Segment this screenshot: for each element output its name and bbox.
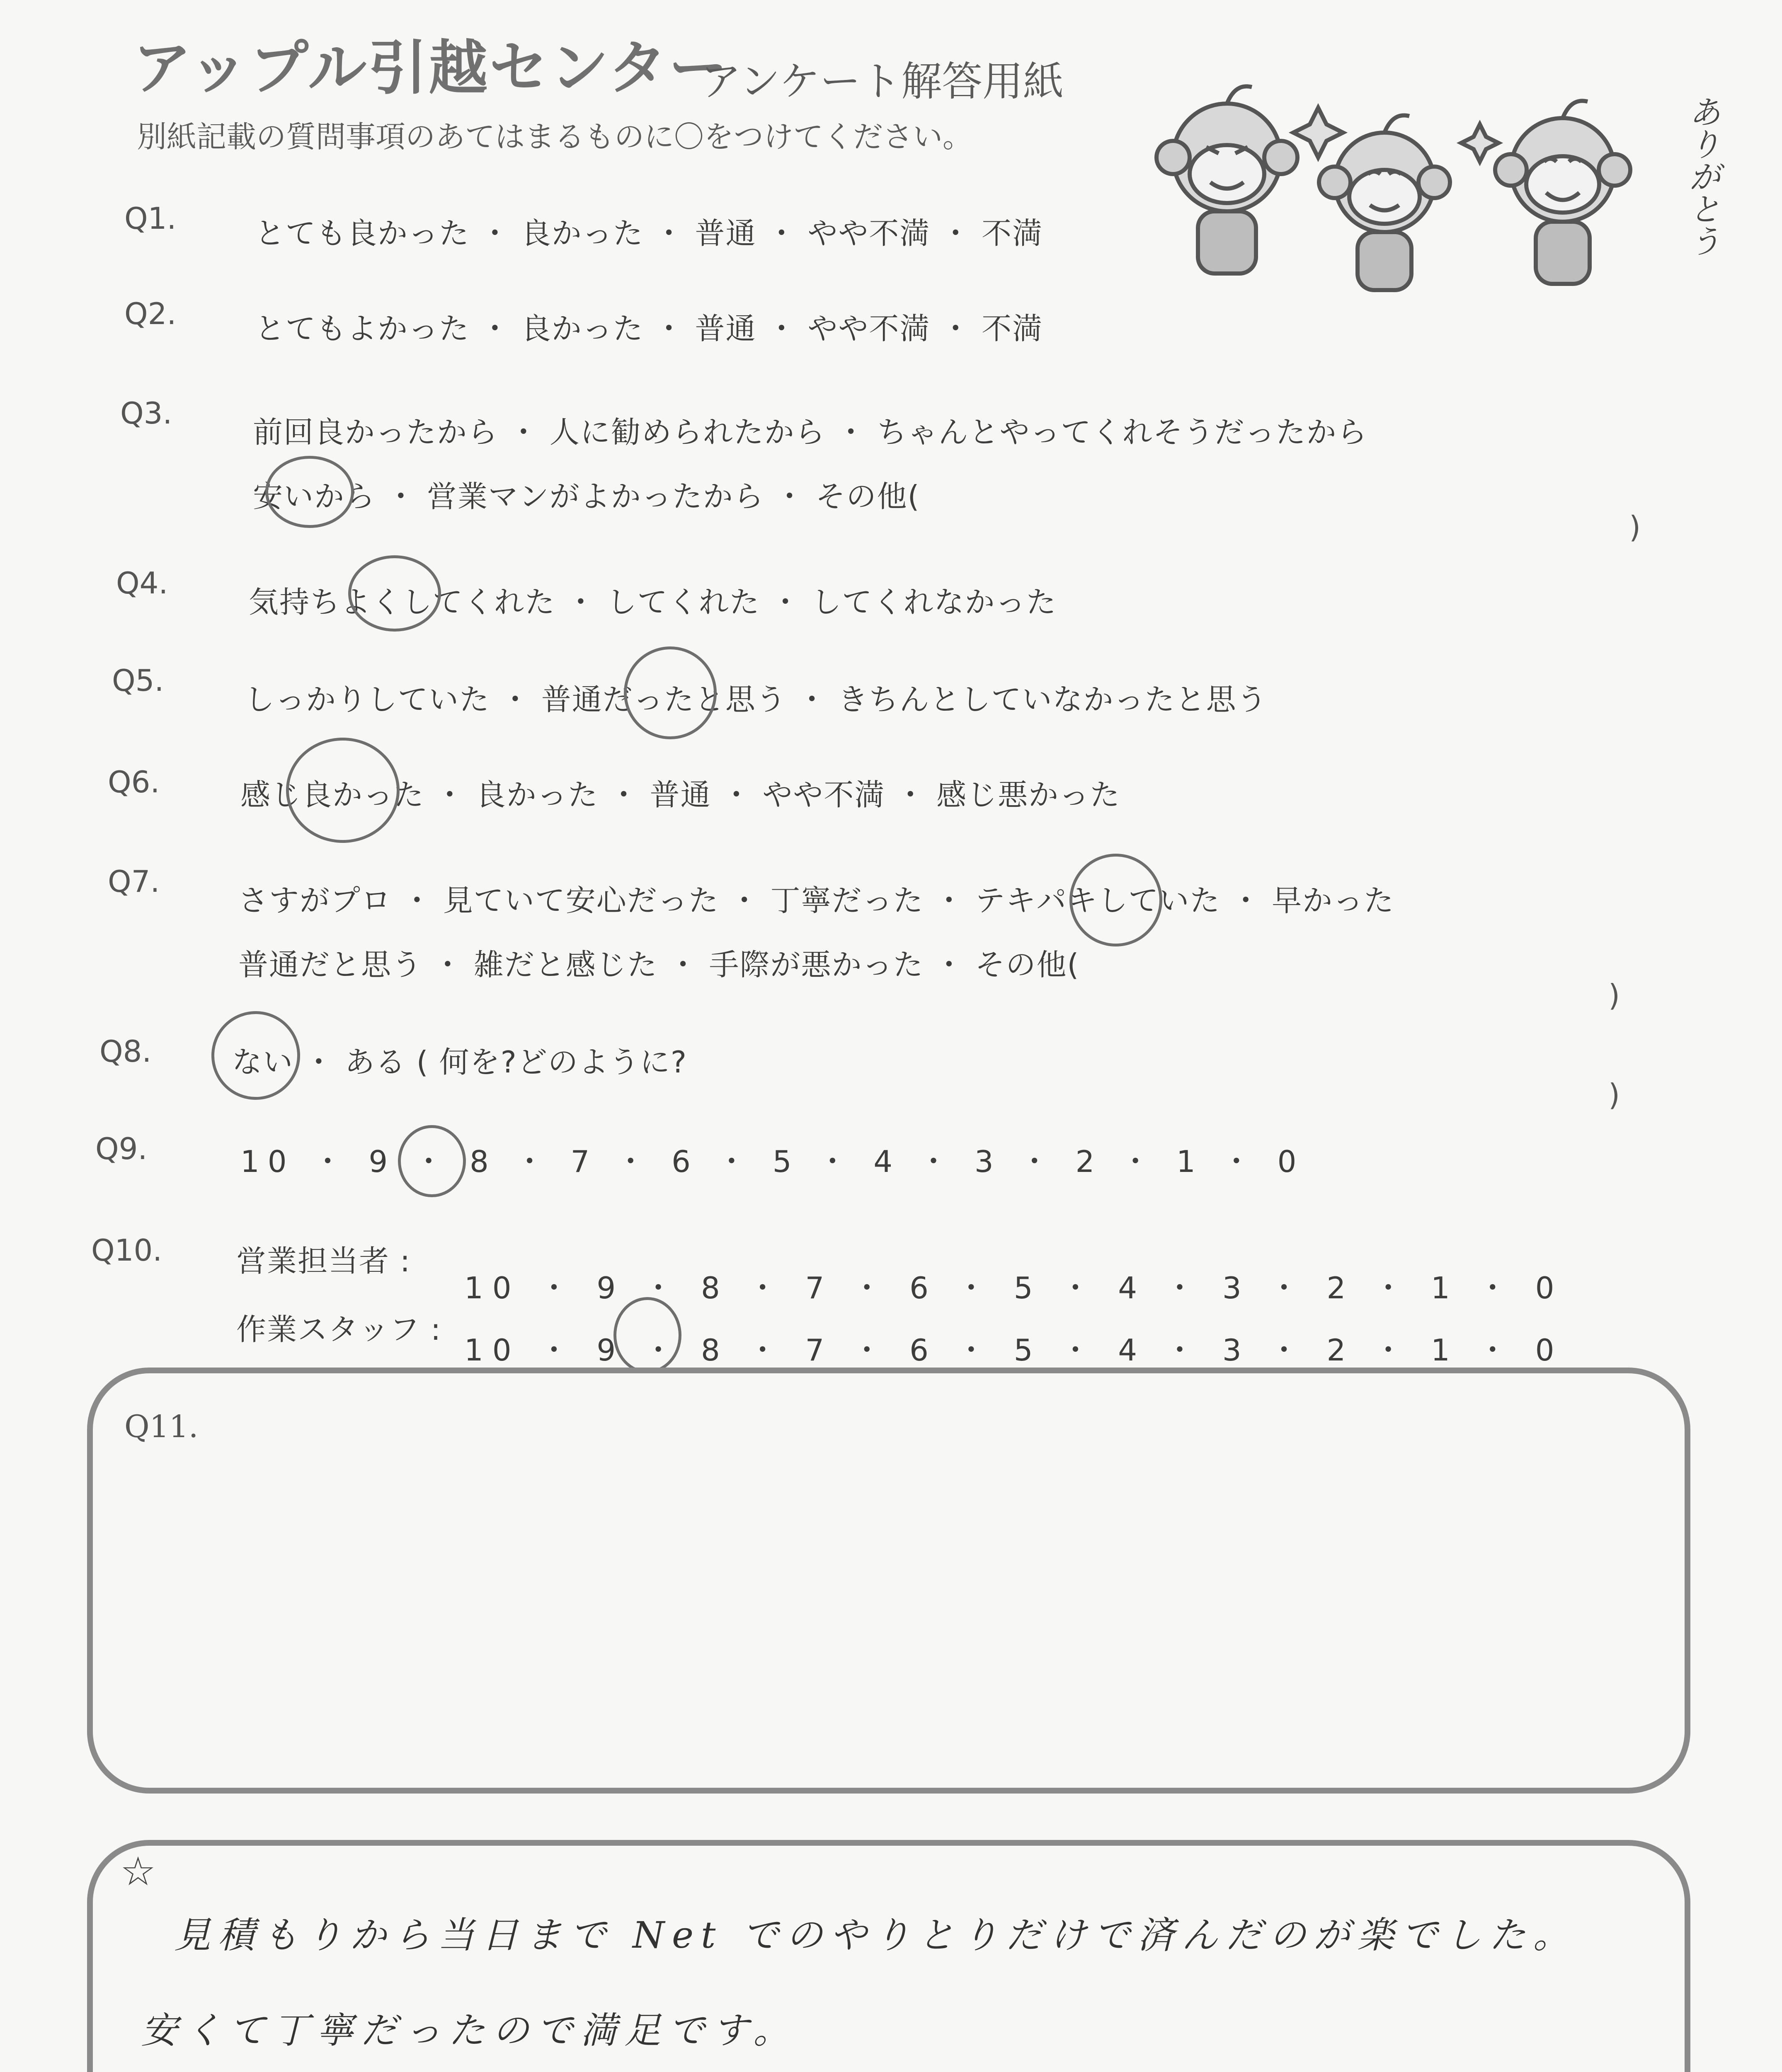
q9-answer-circle — [398, 1125, 466, 1197]
q2-label: Q2. — [124, 296, 177, 331]
company-name: アップル引越センター — [133, 34, 729, 102]
q8-close-paren: ) — [1608, 1077, 1620, 1112]
q3-line1: 前回良かったから ・ 人に勧められたから ・ ちゃんとやってくれそうだったから — [253, 415, 1368, 450]
q2-options: とてもよかった ・ 良かった ・ 普通 ・ やや不満 ・ 不満 — [255, 311, 1043, 346]
comment-line-2: 安くて丁寧だったので満足です。 — [141, 2009, 797, 2052]
q4-answer-circle — [348, 555, 441, 632]
q5-options: しっかりしていた ・ 普通だったと思う ・ きちんとしていなかったと思う — [245, 682, 1268, 717]
q5-label: Q5. — [112, 663, 164, 698]
q9-scale: 10 ・ 9 ・ 8 ・ 7 ・ 6 ・ 5 ・ 4 ・ 3 ・ 2 ・ 1 ・ 0 — [240, 1144, 1305, 1179]
q11-answer-box — [87, 1368, 1690, 1794]
comment-line-1: 見積もりから当日まで Net でのやりとりだけで済んだのが楽でした。 — [174, 1914, 1577, 1956]
q8-label: Q8. — [99, 1034, 152, 1069]
q5-answer-circle — [624, 646, 717, 739]
q7-line2: 普通だと思う ・ 雑だと感じた ・ 手際が悪かった ・ その他( — [238, 947, 1080, 982]
q7-label: Q7. — [108, 864, 160, 899]
q1-options: とても良かった ・ 良かった ・ 普通 ・ やや不満 ・ 不満 — [255, 216, 1043, 251]
mascot-illustration — [1144, 75, 1724, 307]
q8-answer-circle — [211, 1011, 300, 1100]
q1-label: Q1. — [124, 201, 177, 236]
q6-label: Q6. — [108, 765, 160, 799]
q10-sales-scale: 10 ・ 9 ・ 8 ・ 7 ・ 6 ・ 5 ・ 4 ・ 3 ・ 2 ・ 1 ・ 0 — [464, 1271, 1564, 1305]
q3-label: Q3. — [120, 396, 172, 431]
q7-line1: さすがプロ ・ 見ていて安心だった ・ 丁寧だった ・ テキパキしていた ・ 早かった — [238, 883, 1395, 918]
q4-label: Q4. — [116, 566, 168, 600]
q7-answer-circle — [1069, 854, 1162, 946]
q10-sales-label: 営業担当者 : — [236, 1244, 411, 1278]
q3-close-paren: ) — [1629, 510, 1641, 545]
q11-label: Q11. — [124, 1409, 199, 1445]
q10-staff-scale: 10 ・ 9 ・ 8 ・ 7 ・ 6 ・ 5 ・ 4 ・ 3 ・ 2 ・ 1 ・ 0 — [464, 1333, 1564, 1368]
q9-label: Q9. — [95, 1131, 148, 1166]
q6-answer-circle — [286, 738, 400, 843]
q4-options: 気持ちよくしてくれた ・ してくれた ・ してくれなかった — [249, 585, 1057, 620]
mascot-thanks-text: ありがとう — [1683, 95, 1721, 257]
form-title: アンケート解答用紙 — [701, 58, 1064, 105]
q6-options: 感じ良かった ・ 良かった ・ 普通 ・ やや不満 ・ 感じ悪かった — [240, 777, 1121, 812]
q10-staff-label: 作業スタッフ : — [236, 1312, 442, 1347]
q3-line2: 安いから ・ 営業マンがよかったから ・ その他( — [253, 479, 920, 514]
instruction-text: 別紙記載の質問事項のあてはまるものに〇をつけてください。 — [137, 119, 973, 154]
q10-staff-answer-circle — [613, 1297, 681, 1373]
q7-close-paren: ) — [1608, 978, 1620, 1013]
q8-options: ない ・ ある ( 何を?どのように? — [232, 1045, 688, 1080]
q3-answer-circle — [265, 456, 354, 528]
star-icon: ☆ — [120, 1848, 156, 1895]
q10-label: Q10. — [91, 1233, 162, 1268]
